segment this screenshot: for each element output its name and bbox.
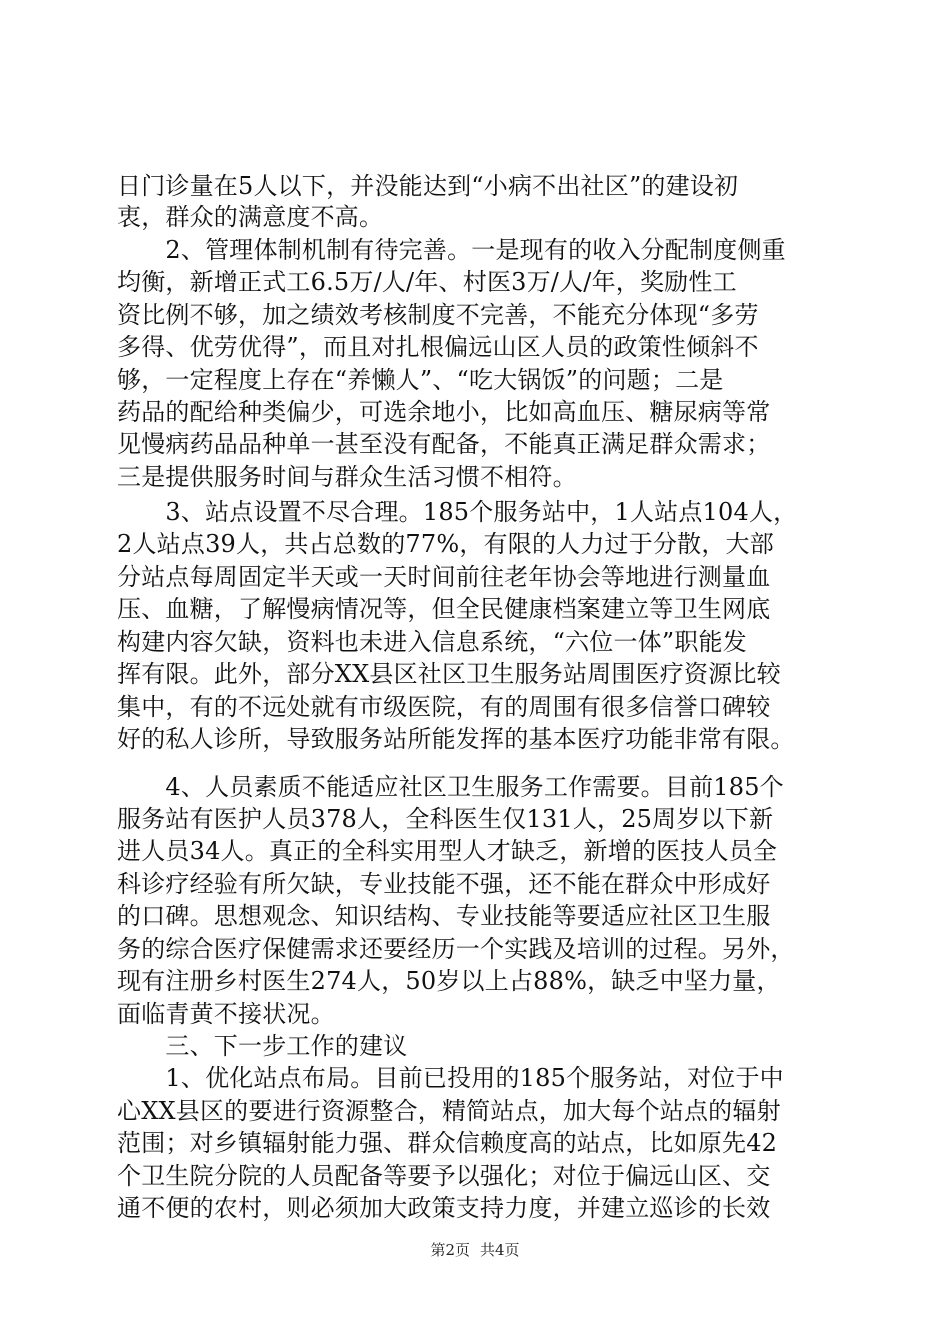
text-line: 好的私人诊所，导致服务站所能发挥的基本医疗功能非常有限。 [117,725,795,753]
text-line: 够，一定程度上存在“养懒人”、“吃大锅饭”的问题；二是 [117,366,724,394]
text-line: 多得、优劳优得”，而且对扎根偏远山区人员的政策性倾斜不 [117,333,759,361]
text-line: 服务站有医护人员378人，全科医生仅131人，25周岁以下新 [117,805,774,833]
text-line: 面临青黄不接状况。 [117,1000,335,1028]
text-line: 科诊疗经验有所欠缺，专业技能不强，还不能在群众中形成好 [117,870,771,898]
text-line: 4、人员素质不能适应社区卫生服务工作需要。目前185个 [117,773,784,801]
text-line: 三是提供服务时间与群众生活习惯不相符。 [117,463,577,491]
text-line: 集中，有的不远处就有市级医院，有的周围有很多信誉口碑较 [117,693,771,721]
text-line: 压、血糖，了解慢病情况等，但全民健康档案建立等卫生网底 [117,595,771,623]
text-line: 的口碑。思想观念、知识结构、专业技能等要适应社区卫生服 [117,902,771,930]
text-line: 进人员34人。真正的全科实用型人才缺乏，新增的医技人员全 [117,837,778,865]
text-line: 构建内容欠缺，资料也未进入信息系统，“六位一体”职能发 [117,628,747,656]
text-line: 现有注册乡村医生274人，50岁以上占88%，缺乏中坚力量， [117,967,781,995]
text-line: 资比例不够，加之绩效考核制度不完善，不能充分体现“多劳 [117,301,759,329]
section-heading: 三、下一步工作的建议 [117,1032,408,1060]
text-line: 均衡，新增正式工6.5万/人/年、村医3万/人/年，奖励性工 [117,268,737,296]
text-line: 个卫生院分院的人员配备等要予以强化；对位于偏远山区、交 [117,1162,771,1190]
text-line: 分站点每周固定半天或一天时间前往老年协会等地进行测量血 [117,563,771,591]
text-line: 药品的配给种类偏少，可选余地小，比如高血压、糖尿病等常 [117,398,771,426]
text-line: 心XX县区的要进行资源整合，精简站点，加大每个站点的辐射 [117,1097,781,1125]
page-total: 共4页 [480,1241,520,1259]
text-line: 挥有限。此外，部分XX县区社区卫生服务站周围医疗资源比较 [117,660,781,688]
text-line: 衷，群众的满意度不高。 [117,203,384,231]
text-line: 2、管理体制机制有待完善。一是现有的收入分配制度侧重 [117,236,786,264]
text-line: 务的综合医疗保健需求还要经历一个实践及培训的过程。另外， [117,935,795,963]
text-line: 日门诊量在5人以下，并没能达到“小病不出社区”的建设初 [117,172,739,200]
text-line: 通不便的农村，则必须加大政策支持力度，并建立巡诊的长效 [117,1194,771,1222]
text-line: 范围；对乡镇辐射能力强、群众信赖度高的站点，比如原先42 [117,1129,778,1157]
page-number: 第2页 [430,1241,470,1259]
text-line: 1、优化站点布局。目前已投用的185个服务站，对位于中 [117,1064,784,1092]
text-line: 3、站点设置不尽合理。185个服务站中，1人站点104人， [117,498,798,526]
text-line: 见慢病药品品种单一甚至没有配备，不能真正满足群众需求； [117,430,771,458]
page-footer [0,1240,950,1260]
text-line: 2人站点39人，共占总数的77%，有限的人力过于分散，大部 [117,530,774,558]
